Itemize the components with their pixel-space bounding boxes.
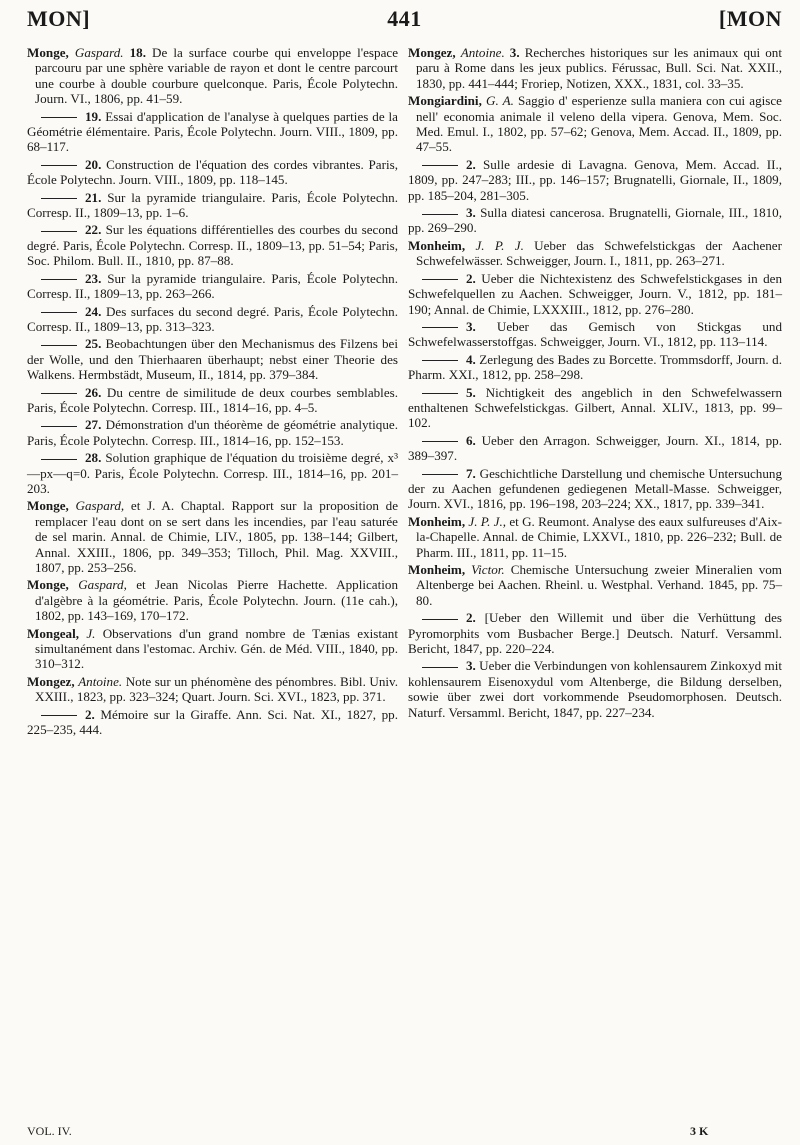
entry-number: 3.	[466, 205, 476, 221]
entry-text: Essai d'application de l'analyse à quelques parties de la Géométrie élémentaire. Paris, École Polytechn. Journ. VIII., 1809, pp. 68–117.	[27, 108, 398, 155]
author-name: Monge,	[27, 45, 69, 60]
author-given-name: J. P. J.	[475, 237, 524, 253]
entry-text: Nichtigkeit des angeblich in den Schwefelwassern enthaltenen Schwefelstickgas. Gilbert, Annal. XLIV., 1813, pp. 99–102.	[408, 384, 782, 431]
entry-text: Note sur un phénomène des pénombres. Bibl. Univ. XXIII., 1823, pp. 323–324; Quart. Journ. Sci. XVI., 1823, pp. 371.	[35, 673, 398, 705]
entry-number: 22.	[85, 222, 102, 238]
repeat-dash	[422, 214, 458, 215]
entry-text: [Ueber den Willemit und über die Verhüttung des Pyromorphits vom Busbacher Berge.] Deutsch. Naturf. Versamml. Bericht, 1847, pp. 220–224.	[408, 610, 782, 657]
entry-text: Beobachtungen über den Mechanismus des Filzens bei der Wolle, und den Thierhaaren überhaupt; nebst einer Theorie des Walkens. Hermbstädt, Museum, II., 1814, pp. 379–384.	[27, 336, 398, 383]
repeat-dash	[422, 619, 458, 620]
sub-entry	[408, 271, 782, 317]
author-name: Mongiardini,	[408, 93, 482, 109]
entry-number: 3.	[466, 658, 476, 674]
author-given-name: Gaspard.	[74, 45, 124, 60]
repeat-dash	[422, 474, 458, 475]
author-entry	[408, 514, 782, 560]
repeat-dash	[422, 441, 458, 442]
sub-entry	[408, 157, 782, 203]
entry-text: Sur les équations différentielles des courbes du second degré. Paris, École Polytechn. Corresp. II., 1809–13, pp. 51–54; Paris, Soc. Philom. Bull. II., 1810, pp. 87–88.	[27, 222, 398, 269]
entry-number: 5.	[466, 384, 476, 400]
repeat-dash	[41, 426, 77, 427]
entry-text: Sur la pyramide triangulaire. Paris, École Polytechn. Corresp. II., 1809–13, pp. 263–266.	[27, 270, 398, 302]
repeat-dash	[422, 165, 458, 166]
author-given-name: J. P. J.,	[468, 513, 507, 529]
author-name: Monheim,	[408, 513, 466, 529]
entry-number: 6.	[466, 432, 476, 448]
author-entry	[27, 498, 398, 575]
entry-number: 2.	[466, 156, 476, 172]
author-given-name: J.	[86, 625, 96, 641]
sub-entry	[27, 109, 398, 155]
entry-text: Du centre de similitude de deux courbes semblables. Paris, École Polytechn. Corresp. III., 1814–16, pp. 4–5.	[27, 384, 398, 415]
entry-number: 28.	[85, 450, 102, 466]
right-column	[408, 45, 782, 722]
author-name: Monheim,	[408, 237, 466, 253]
entry-number: 2.	[85, 706, 95, 722]
sub-entry	[408, 466, 782, 512]
entry-text: Rapport sur la proposition de remplacer l'eau dont on se sert dans les incendies, par l'eau saturée de sel marin. Annal. de Chimie, LIV., 1805, pp. 138–144; Gilbert, Annal. XXIII., 1806, pp. 349–353; Tilloch, Phil. Mag. XXVIII., 1807, pp. 253–256.	[35, 498, 399, 575]
sub-entry	[408, 352, 782, 383]
entry-text: Sur la pyramide triangulaire. Paris, École Polytechn. Corresp. II., 1809–13, pp. 1–6.	[27, 189, 398, 221]
entry-number: 19.	[85, 108, 102, 124]
repeat-dash	[422, 360, 458, 361]
entry-number: 25.	[85, 336, 102, 352]
entry-text: Chemische Untersuchung zweier Mineralien vom Altenberge bei Aachen. Rheinl. u. Westphal. Verhand. 1845, pp. 75–80.	[416, 562, 782, 608]
author-entry	[408, 238, 782, 269]
repeat-dash	[41, 312, 77, 313]
signature-mark: 3 K	[690, 1124, 709, 1138]
entry-text: Geschichtliche Darstellung und chemische Untersuchung der zu Aachen gefundenen gediegenen Metall-Masse. Schweigger, Journ. XVI., 1816, pp. 196–198, 203–224; XX., 1817, pp. 339–341.	[408, 465, 782, 512]
author-entry	[27, 674, 398, 705]
author-entry	[27, 626, 398, 672]
entry-text: Sulle ardesie di Lavagna. Genova, Mem. Accad. II., 1809, pp. 247–283; III., pp. 146–157; Brugnatelli, Giornale, II., 1809, pp. 185–204, 281–305.	[408, 156, 782, 203]
entry-number: 3.	[509, 45, 520, 60]
repeat-dash	[422, 667, 458, 668]
author-entry	[27, 45, 398, 107]
author-given-name: Victor.	[471, 562, 505, 577]
entry-text: Ueber den Arragon. Schweigger, Journ. XI., 1814, pp. 389–397.	[408, 432, 782, 464]
author-given-name: Gaspard,	[75, 498, 125, 514]
sub-entry	[27, 222, 398, 268]
sub-entry	[408, 658, 782, 720]
entry-number: 20.	[85, 156, 102, 172]
entry-text: Saggio d' esperienze sulla maniera con cui agisce nell' economia animale il veleno della vipera. Genova, Mem. Soc. Med. Emul. I., 1802, pp. 57–62; Genova, Mem. Accad. II., 1809, pp. 47–55.	[416, 93, 782, 155]
repeat-dash	[422, 393, 458, 394]
entry-number: 7.	[466, 465, 476, 481]
header-right: [MON	[718, 6, 782, 31]
repeat-dash	[41, 198, 77, 199]
sub-entry	[27, 417, 398, 448]
sub-entry	[408, 319, 782, 350]
entry-number: 2.	[466, 270, 476, 286]
sub-entry	[408, 433, 782, 464]
sub-entry	[408, 610, 782, 656]
sub-entry	[27, 450, 398, 496]
entry-number: 21.	[85, 189, 102, 205]
repeat-dash	[41, 345, 77, 346]
sub-entry	[27, 336, 398, 382]
author-name: Mongeal,	[27, 625, 80, 641]
repeat-dash	[41, 117, 77, 118]
sub-entry	[27, 385, 398, 416]
author-entry	[408, 93, 782, 155]
repeat-dash	[422, 327, 458, 328]
entry-number: 24.	[85, 303, 102, 319]
author-entry	[408, 45, 782, 91]
entry-text: Des surfaces du second degré. Paris, École Polytechn. Corresp. II., 1809–13, pp. 313–323.	[27, 303, 398, 334]
author-given-name: Antoine.	[78, 673, 123, 689]
repeat-dash	[41, 459, 77, 460]
entry-number: 3.	[466, 318, 476, 334]
entry-number: 27.	[85, 417, 102, 433]
author-given-name: Antoine.	[460, 45, 505, 60]
author-name: Mongez,	[408, 45, 456, 60]
running-header	[27, 6, 782, 40]
author-entry	[27, 577, 398, 623]
sub-entry	[27, 271, 398, 302]
author-given-name: Gaspard,	[78, 577, 127, 593]
author-name: Monheim,	[408, 562, 466, 577]
entry-text: Démonstration d'un théorème de géométrie analytique. Paris, École Polytechn. Corresp. III., 1814–16, pp. 152–153.	[27, 417, 398, 448]
sub-entry	[408, 385, 782, 431]
author-name: Mongez,	[27, 673, 75, 689]
coauthor: et G. Reumont.	[506, 513, 590, 529]
volume-label: VOL. IV.	[27, 1124, 72, 1138]
entry-text: Analyse des eaux sulfureuses d'Aix-la-Chapelle. Annal. de Chimie, LXXVI., 1810, pp. 226–232; Bull. de Pharm. III., 1811, pp. 11–15.	[416, 513, 783, 560]
entry-text: Sulla diatesi cancerosa. Brugnatelli, Giornale, III., 1810, pp. 269–290.	[408, 205, 782, 236]
entry-text: Ueber die Nichtexistenz des Schwefelstickgases in den Schwefelquellen zu Aachen. Schweigger, Journ. V., 1812, pp. 181–190; Annal. de Chimie, LXXXIII., 1812, pp. 276–280.	[408, 270, 782, 317]
entry-number: 18.	[129, 45, 146, 60]
repeat-dash	[41, 279, 77, 280]
entry-text: Mémoire sur la Giraffe. Ann. Sci. Nat. XI., 1827, pp. 225–235, 444.	[27, 706, 398, 738]
sub-entry	[27, 707, 398, 738]
entry-text: Ueber das Schwefelstickgas der Aachener Schwefelwässer. Schweigger, Journ. I., 1811, pp. 263–271.	[416, 237, 782, 269]
author-given-name: G. A.	[486, 93, 514, 109]
left-column	[27, 45, 398, 739]
entry-number: 26.	[85, 384, 102, 400]
repeat-dash	[422, 279, 458, 280]
sub-entry	[27, 190, 398, 221]
sub-entry	[408, 205, 782, 236]
page-number: 441	[387, 6, 422, 31]
repeat-dash	[41, 715, 77, 716]
entry-text: Recherches historiques sur les animaux qui ont paru à Rome dans les jeux publics. Férussac, Bull. Sci. Nat. XXII., 1830, pp. 441–444; Froriep, Notizen, XXX., 1831, col. 33–35.	[416, 45, 782, 91]
entry-text: Construction de l'équation des cordes vibrantes. Paris, École Polytechn. Journ. VIII., 1809, pp. 118–145.	[27, 156, 398, 188]
author-entry	[408, 562, 782, 608]
entry-number: 2.	[466, 610, 476, 626]
entry-number: 4.	[466, 351, 476, 367]
entry-text: Ueber die Verbindungen von kohlensaurem Zinkoxyd mit kohlensaurem Eisenoxydul vom Altenberge, die Bildung derselben, sowie über zwei dort vorkommende Pseudomorphosen. Deutsch. Naturf. Versamml. Bericht, 1847, pp. 227–234.	[408, 658, 782, 720]
author-name: Monge,	[27, 498, 69, 514]
entry-text: Zerlegung des Bades zu Borcette. Trommsdorff, Journ. d. Pharm. XXI., 1812, pp. 258–298.	[408, 351, 782, 383]
sub-entry	[27, 304, 398, 335]
entry-text: Solution graphique de l'équation du troisième degré, x³—px—q=0. Paris, École Polytechn. Corresp. III., 1814–16, pp. 201–203.	[27, 450, 398, 496]
sub-entry	[27, 157, 398, 188]
repeat-dash	[41, 165, 77, 166]
repeat-dash	[41, 393, 77, 394]
header-left: MON]	[27, 6, 91, 31]
entry-text: Application d'algèbre à la géométrie. Paris, École Polytechn. Journ. (11e cah.), 1802, pp. 143–169, 170–172.	[35, 577, 398, 624]
coauthor: et J. A. Chaptal.	[124, 498, 225, 514]
coauthor: et Jean Nicolas Pierre Hachette.	[126, 577, 328, 593]
entry-text: Ueber das Gemisch von Stickgas und Schwefelwasserstoffgas. Schweigger, Journ. VI., 1812, pp. 113–114.	[408, 318, 782, 350]
author-name: Monge,	[27, 577, 69, 593]
entry-text: De la surface courbe qui enveloppe l'espace parcouru par une sphère variable de rayon et dont le centre parcourt une courbe à double courbure quelconque. Paris, École Polytechn. Journ. VI., 1806, pp. 41–59.	[35, 45, 399, 107]
repeat-dash	[41, 231, 77, 232]
entry-number: 23.	[85, 270, 102, 286]
entry-text: Observations d'un grand nombre de Tænias existant simultanément dans l'estomac. Archiv. Gén. de Méd. VIII., 1840, pp. 310–312.	[35, 625, 398, 672]
